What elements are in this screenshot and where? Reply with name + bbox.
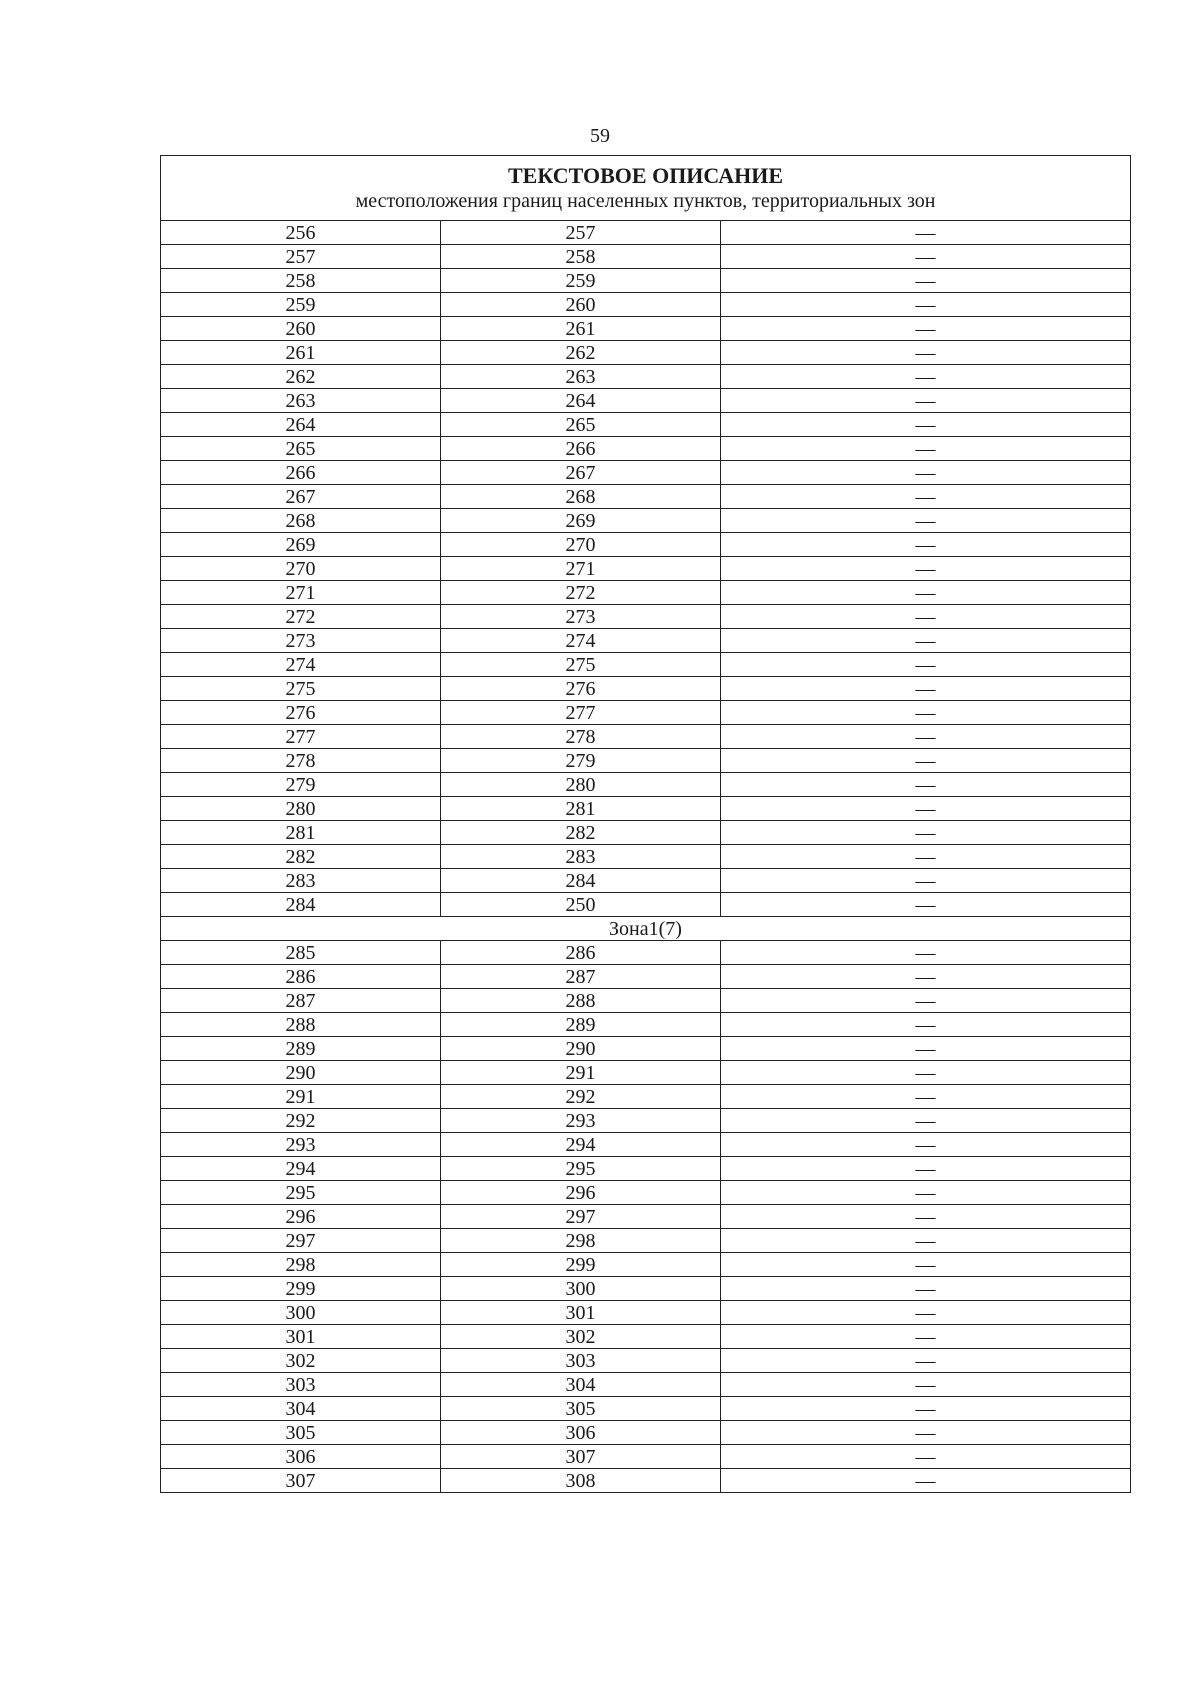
table-row bbox=[161, 773, 1131, 797]
point-to-cell: 272 bbox=[441, 581, 721, 605]
boundary-table bbox=[160, 155, 1131, 1493]
table-row bbox=[161, 245, 1131, 269]
point-to-cell: 275 bbox=[441, 653, 721, 677]
table-row bbox=[161, 341, 1131, 365]
table-row bbox=[161, 533, 1131, 557]
point-to-cell: 269 bbox=[441, 509, 721, 533]
table-row bbox=[161, 509, 1131, 533]
point-to-cell: 305 bbox=[441, 1397, 721, 1421]
table-row bbox=[161, 581, 1131, 605]
point-to-cell: 271 bbox=[441, 557, 721, 581]
table-row bbox=[161, 485, 1131, 509]
point-to-cell: 276 bbox=[441, 677, 721, 701]
point-from-cell: 295 bbox=[161, 1181, 441, 1205]
point-from-cell: 289 bbox=[161, 1037, 441, 1061]
point-from-cell: 268 bbox=[161, 509, 441, 533]
point-from-cell: 305 bbox=[161, 1421, 441, 1445]
point-from-cell: 297 bbox=[161, 1229, 441, 1253]
point-to-cell: 273 bbox=[441, 605, 721, 629]
point-from-cell: 274 bbox=[161, 653, 441, 677]
description-cell: — bbox=[721, 341, 1131, 365]
point-from-cell: 269 bbox=[161, 533, 441, 557]
description-cell: — bbox=[721, 749, 1131, 773]
table-row bbox=[161, 845, 1131, 869]
point-from-cell: 294 bbox=[161, 1157, 441, 1181]
point-to-cell: 291 bbox=[441, 1061, 721, 1085]
point-to-cell: 266 bbox=[441, 437, 721, 461]
point-from-cell: 287 bbox=[161, 989, 441, 1013]
point-from-cell: 306 bbox=[161, 1445, 441, 1469]
table-row bbox=[161, 1229, 1131, 1253]
description-cell: — bbox=[721, 1133, 1131, 1157]
zone-row bbox=[161, 917, 1131, 941]
point-from-cell: 263 bbox=[161, 389, 441, 413]
description-cell: — bbox=[721, 1325, 1131, 1349]
point-from-cell: 277 bbox=[161, 725, 441, 749]
table-row bbox=[161, 1157, 1131, 1181]
point-to-cell: 279 bbox=[441, 749, 721, 773]
table-row bbox=[161, 1205, 1131, 1229]
description-cell: — bbox=[721, 1277, 1131, 1301]
table-row bbox=[161, 413, 1131, 437]
point-to-cell: 288 bbox=[441, 989, 721, 1013]
description-cell: — bbox=[721, 557, 1131, 581]
point-from-cell: 292 bbox=[161, 1109, 441, 1133]
description-cell: — bbox=[721, 965, 1131, 989]
point-from-cell: 260 bbox=[161, 317, 441, 341]
point-from-cell: 288 bbox=[161, 1013, 441, 1037]
description-cell: — bbox=[721, 509, 1131, 533]
description-cell: — bbox=[721, 293, 1131, 317]
table-row bbox=[161, 1061, 1131, 1085]
point-to-cell: 304 bbox=[441, 1373, 721, 1397]
point-from-cell: 283 bbox=[161, 869, 441, 893]
point-from-cell: 281 bbox=[161, 821, 441, 845]
table-row bbox=[161, 677, 1131, 701]
description-cell: — bbox=[721, 1181, 1131, 1205]
point-from-cell: 307 bbox=[161, 1469, 441, 1493]
point-from-cell: 270 bbox=[161, 557, 441, 581]
description-cell: — bbox=[721, 1157, 1131, 1181]
description-cell: — bbox=[721, 821, 1131, 845]
point-to-cell: 267 bbox=[441, 461, 721, 485]
point-from-cell: 303 bbox=[161, 1373, 441, 1397]
table-row bbox=[161, 1253, 1131, 1277]
description-cell: — bbox=[721, 1397, 1131, 1421]
point-from-cell: 271 bbox=[161, 581, 441, 605]
table-row bbox=[161, 365, 1131, 389]
point-from-cell: 296 bbox=[161, 1205, 441, 1229]
description-cell: — bbox=[721, 1253, 1131, 1277]
table-row bbox=[161, 869, 1131, 893]
point-to-cell: 278 bbox=[441, 725, 721, 749]
point-from-cell: 262 bbox=[161, 365, 441, 389]
description-cell: — bbox=[721, 1373, 1131, 1397]
point-from-cell: 278 bbox=[161, 749, 441, 773]
table-row bbox=[161, 461, 1131, 485]
point-to-cell: 250 bbox=[441, 893, 721, 917]
description-cell: — bbox=[721, 1037, 1131, 1061]
description-cell: — bbox=[721, 869, 1131, 893]
point-to-cell: 306 bbox=[441, 1421, 721, 1445]
point-to-cell: 289 bbox=[441, 1013, 721, 1037]
point-from-cell: 285 bbox=[161, 941, 441, 965]
description-cell: — bbox=[721, 629, 1131, 653]
description-cell: — bbox=[721, 1061, 1131, 1085]
point-to-cell: 299 bbox=[441, 1253, 721, 1277]
point-to-cell: 294 bbox=[441, 1133, 721, 1157]
table-row bbox=[161, 317, 1131, 341]
table-row bbox=[161, 1277, 1131, 1301]
description-cell: — bbox=[721, 701, 1131, 725]
table-row bbox=[161, 389, 1131, 413]
description-cell: — bbox=[721, 365, 1131, 389]
point-to-cell: 297 bbox=[441, 1205, 721, 1229]
table-row bbox=[161, 701, 1131, 725]
point-to-cell: 284 bbox=[441, 869, 721, 893]
table-row bbox=[161, 797, 1131, 821]
point-to-cell: 257 bbox=[441, 221, 721, 245]
description-cell: — bbox=[721, 485, 1131, 509]
point-from-cell: 291 bbox=[161, 1085, 441, 1109]
point-to-cell: 261 bbox=[441, 317, 721, 341]
table-row bbox=[161, 1133, 1131, 1157]
table-row bbox=[161, 821, 1131, 845]
point-from-cell: 265 bbox=[161, 437, 441, 461]
description-cell: — bbox=[721, 1085, 1131, 1109]
description-cell: — bbox=[721, 1229, 1131, 1253]
description-cell: — bbox=[721, 725, 1131, 749]
description-cell: — bbox=[721, 269, 1131, 293]
table-row bbox=[161, 1013, 1131, 1037]
point-from-cell: 286 bbox=[161, 965, 441, 989]
point-to-cell: 287 bbox=[441, 965, 721, 989]
description-cell: — bbox=[721, 989, 1131, 1013]
description-cell: — bbox=[721, 845, 1131, 869]
table-row bbox=[161, 1301, 1131, 1325]
table-row bbox=[161, 725, 1131, 749]
point-from-cell: 257 bbox=[161, 245, 441, 269]
point-from-cell: 284 bbox=[161, 893, 441, 917]
point-from-cell: 301 bbox=[161, 1325, 441, 1349]
table-row bbox=[161, 1325, 1131, 1349]
description-cell: — bbox=[721, 1349, 1131, 1373]
document-subtitle: местоположения границ населенных пунктов, территориальных зон bbox=[355, 190, 936, 212]
point-to-cell: 292 bbox=[441, 1085, 721, 1109]
description-cell: — bbox=[721, 461, 1131, 485]
table-header-row bbox=[161, 156, 1131, 221]
point-to-cell: 290 bbox=[441, 1037, 721, 1061]
point-to-cell: 293 bbox=[441, 1109, 721, 1133]
point-to-cell: 281 bbox=[441, 797, 721, 821]
description-cell: — bbox=[721, 533, 1131, 557]
description-cell: — bbox=[721, 605, 1131, 629]
point-to-cell: 263 bbox=[441, 365, 721, 389]
point-to-cell: 303 bbox=[441, 1349, 721, 1373]
description-cell: — bbox=[721, 1445, 1131, 1469]
point-to-cell: 270 bbox=[441, 533, 721, 557]
description-cell: — bbox=[721, 677, 1131, 701]
point-from-cell: 280 bbox=[161, 797, 441, 821]
table-row bbox=[161, 965, 1131, 989]
table-row bbox=[161, 1397, 1131, 1421]
table-row bbox=[161, 653, 1131, 677]
point-to-cell: 277 bbox=[441, 701, 721, 725]
point-from-cell: 275 bbox=[161, 677, 441, 701]
point-to-cell: 296 bbox=[441, 1181, 721, 1205]
point-to-cell: 302 bbox=[441, 1325, 721, 1349]
description-cell: — bbox=[721, 1469, 1131, 1493]
point-to-cell: 308 bbox=[441, 1469, 721, 1493]
table-row bbox=[161, 1181, 1131, 1205]
table-body bbox=[161, 156, 1131, 1493]
table-header bbox=[161, 156, 1131, 221]
point-from-cell: 273 bbox=[161, 629, 441, 653]
point-to-cell: 258 bbox=[441, 245, 721, 269]
point-to-cell: 280 bbox=[441, 773, 721, 797]
point-to-cell: 260 bbox=[441, 293, 721, 317]
point-from-cell: 293 bbox=[161, 1133, 441, 1157]
description-cell: — bbox=[721, 389, 1131, 413]
point-from-cell: 304 bbox=[161, 1397, 441, 1421]
point-to-cell: 264 bbox=[441, 389, 721, 413]
point-from-cell: 300 bbox=[161, 1301, 441, 1325]
description-cell: — bbox=[721, 1013, 1131, 1037]
description-cell: — bbox=[721, 437, 1131, 461]
description-cell: — bbox=[721, 317, 1131, 341]
table-row bbox=[161, 605, 1131, 629]
table-row bbox=[161, 1445, 1131, 1469]
point-from-cell: 299 bbox=[161, 1277, 441, 1301]
table-row bbox=[161, 221, 1131, 245]
point-to-cell: 274 bbox=[441, 629, 721, 653]
point-from-cell: 261 bbox=[161, 341, 441, 365]
description-cell: — bbox=[721, 893, 1131, 917]
document-title: ТЕКСТОВОЕ ОПИСАНИЕ bbox=[507, 163, 783, 188]
description-cell: — bbox=[721, 653, 1131, 677]
table-row bbox=[161, 437, 1131, 461]
description-cell: — bbox=[721, 1205, 1131, 1229]
point-to-cell: 307 bbox=[441, 1445, 721, 1469]
description-cell: — bbox=[721, 797, 1131, 821]
description-cell: — bbox=[721, 1109, 1131, 1133]
table-row bbox=[161, 1421, 1131, 1445]
description-cell: — bbox=[721, 1421, 1131, 1445]
table-row bbox=[161, 293, 1131, 317]
point-to-cell: 259 bbox=[441, 269, 721, 293]
point-from-cell: 282 bbox=[161, 845, 441, 869]
table-row bbox=[161, 1469, 1131, 1493]
table-row bbox=[161, 989, 1131, 1013]
point-from-cell: 298 bbox=[161, 1253, 441, 1277]
table-row bbox=[161, 1373, 1131, 1397]
point-from-cell: 266 bbox=[161, 461, 441, 485]
description-cell: — bbox=[721, 941, 1131, 965]
description-cell: — bbox=[721, 221, 1131, 245]
table-row bbox=[161, 1037, 1131, 1061]
point-to-cell: 265 bbox=[441, 413, 721, 437]
point-from-cell: 279 bbox=[161, 773, 441, 797]
point-from-cell: 264 bbox=[161, 413, 441, 437]
table-row bbox=[161, 269, 1131, 293]
description-cell: — bbox=[721, 413, 1131, 437]
description-cell: — bbox=[721, 773, 1131, 797]
point-to-cell: 282 bbox=[441, 821, 721, 845]
description-cell: — bbox=[721, 1301, 1131, 1325]
table-row bbox=[161, 1349, 1131, 1373]
table-row bbox=[161, 629, 1131, 653]
point-to-cell: 283 bbox=[441, 845, 721, 869]
point-from-cell: 258 bbox=[161, 269, 441, 293]
table-row bbox=[161, 941, 1131, 965]
point-to-cell: 295 bbox=[441, 1157, 721, 1181]
point-to-cell: 301 bbox=[441, 1301, 721, 1325]
point-from-cell: 259 bbox=[161, 293, 441, 317]
point-to-cell: 286 bbox=[441, 941, 721, 965]
description-cell: — bbox=[721, 245, 1131, 269]
point-to-cell: 300 bbox=[441, 1277, 721, 1301]
point-from-cell: 256 bbox=[161, 221, 441, 245]
table-row bbox=[161, 749, 1131, 773]
point-from-cell: 272 bbox=[161, 605, 441, 629]
table-row bbox=[161, 1085, 1131, 1109]
point-to-cell: 262 bbox=[441, 341, 721, 365]
point-from-cell: 276 bbox=[161, 701, 441, 725]
table-row bbox=[161, 893, 1131, 917]
point-from-cell: 267 bbox=[161, 485, 441, 509]
point-from-cell: 302 bbox=[161, 1349, 441, 1373]
point-to-cell: 298 bbox=[441, 1229, 721, 1253]
description-cell: — bbox=[721, 581, 1131, 605]
page-number: 59 bbox=[590, 125, 610, 147]
point-to-cell: 268 bbox=[441, 485, 721, 509]
zone-label: Зона1(7) bbox=[161, 917, 1131, 941]
table-row bbox=[161, 1109, 1131, 1133]
table-row bbox=[161, 557, 1131, 581]
point-from-cell: 290 bbox=[161, 1061, 441, 1085]
